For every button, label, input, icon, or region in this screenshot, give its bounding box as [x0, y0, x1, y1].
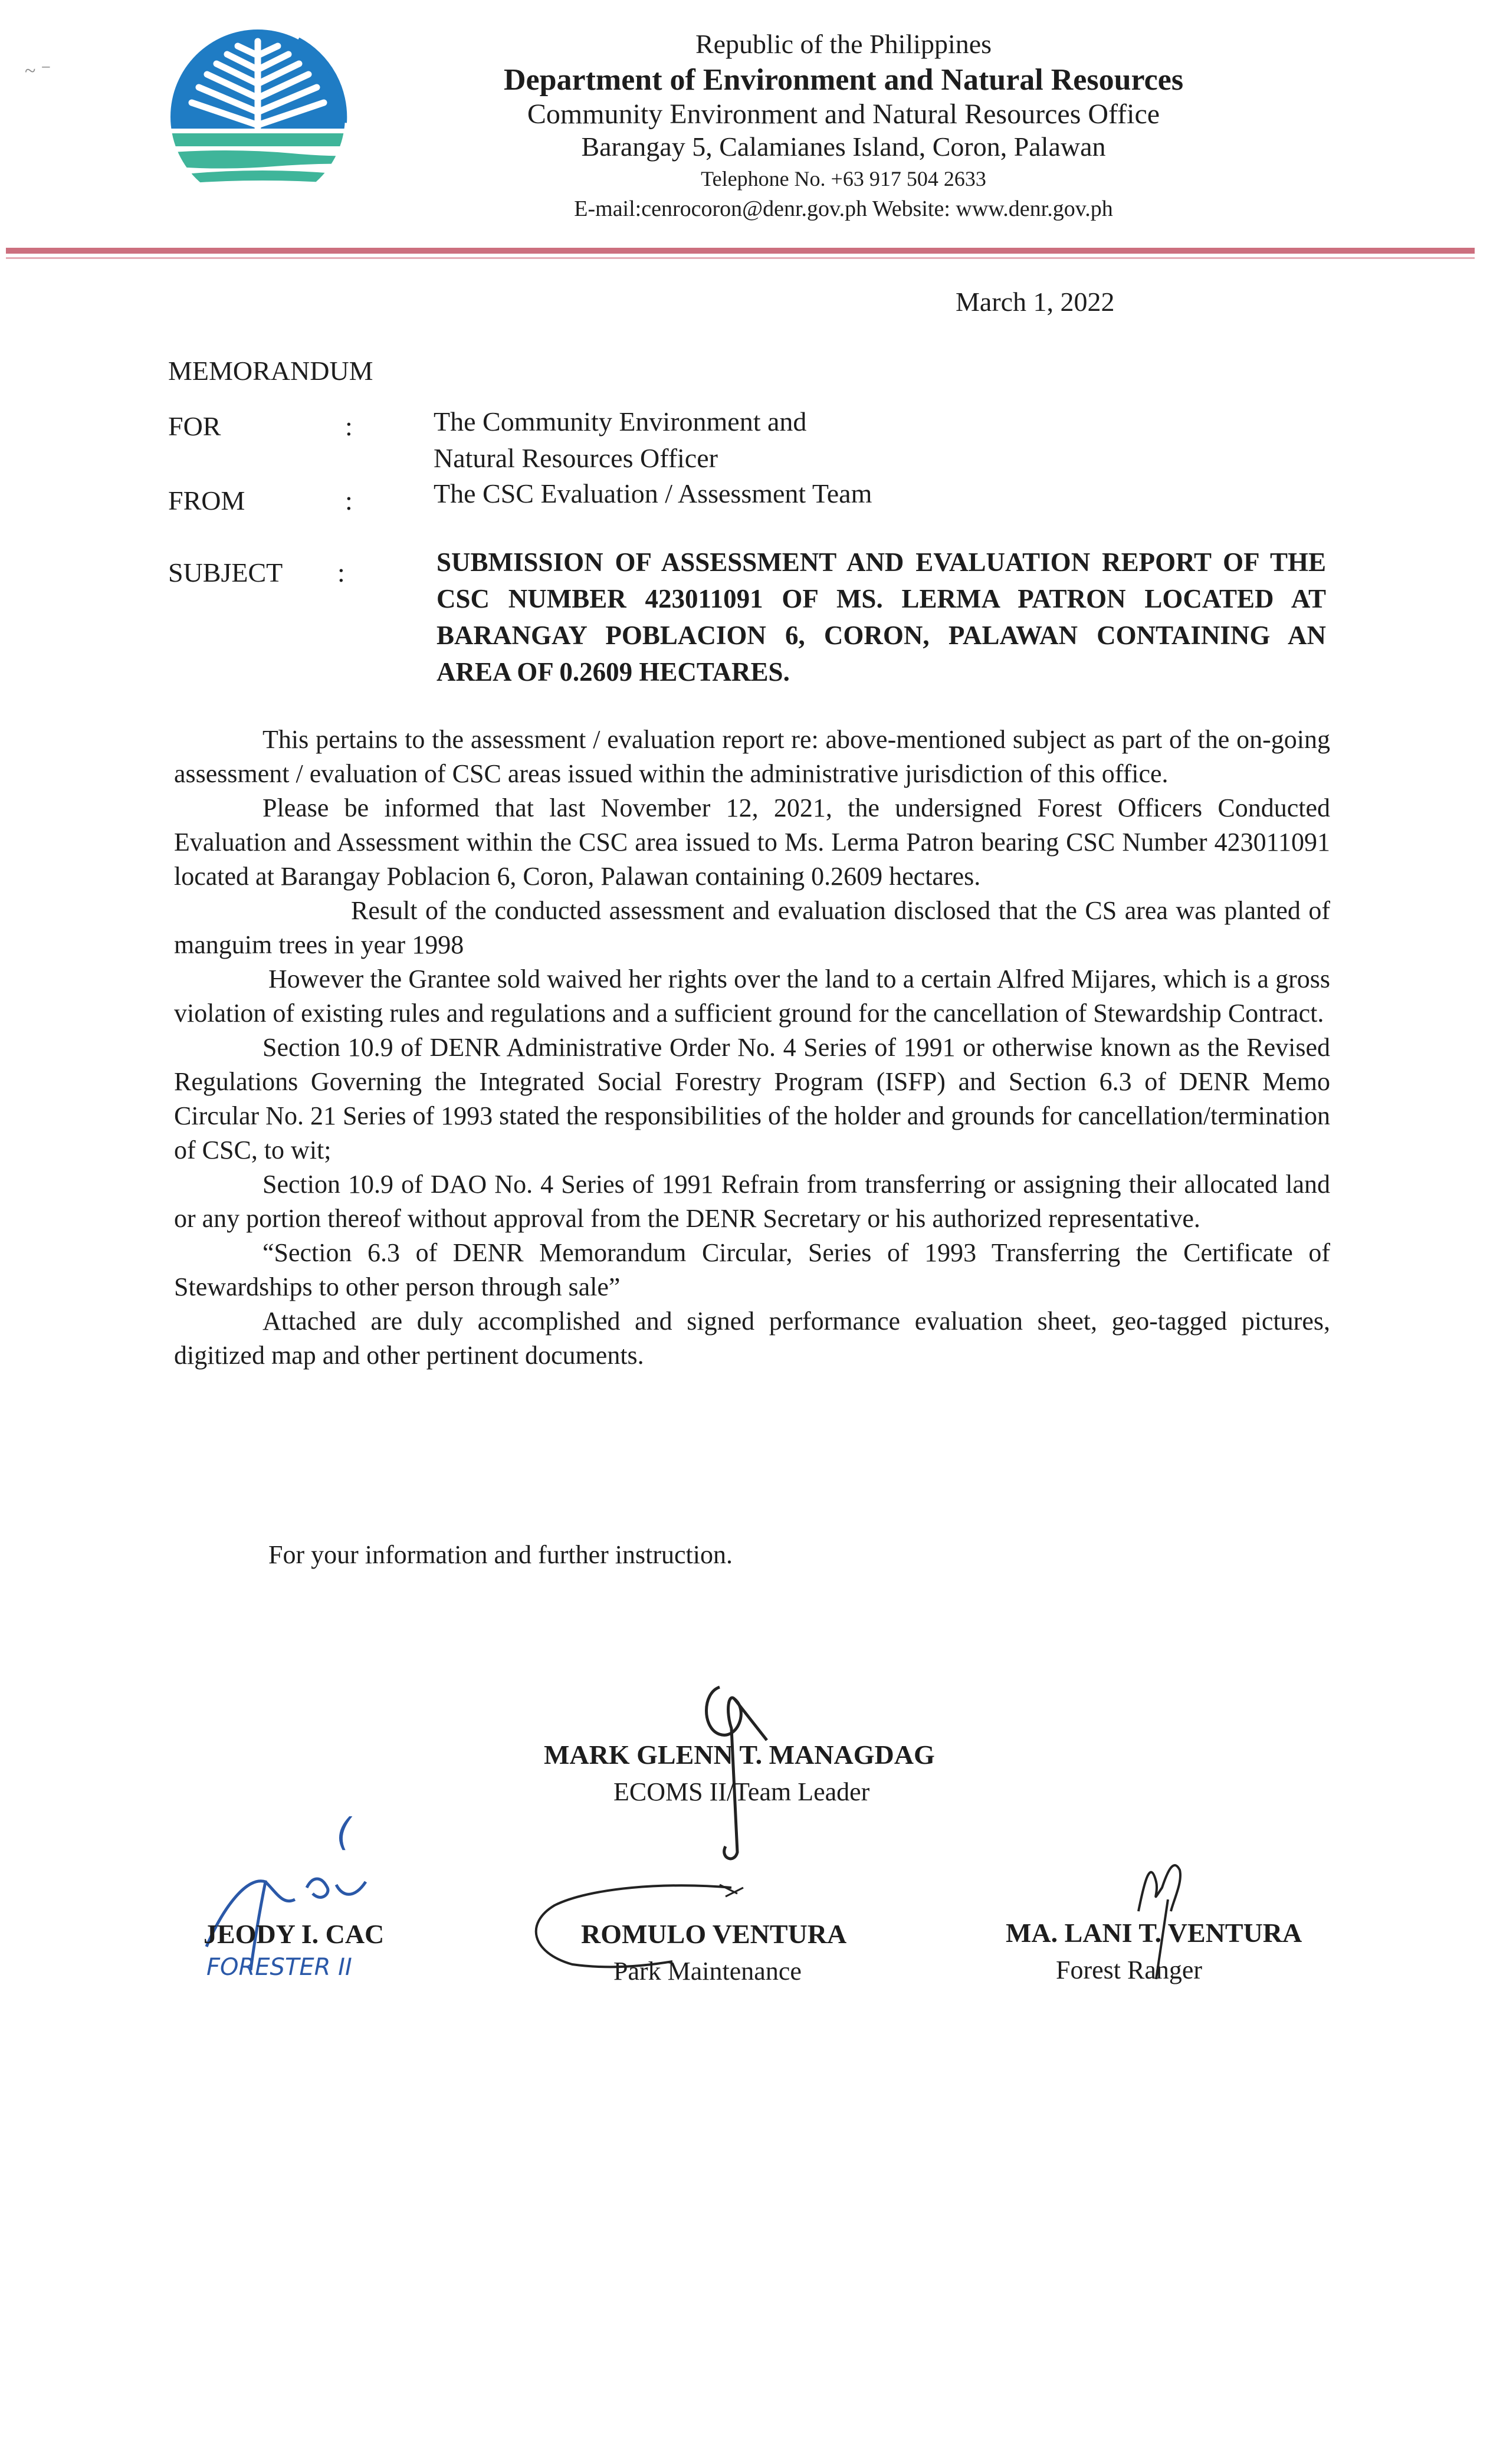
paragraph-7: “Section 6.3 of DENR Memorandum Circular, Series of 1993 Transferring the Certificate of Stewardships to other person through sale”: [174, 1238, 1330, 1301]
for-label: FOR: [168, 411, 221, 441]
paragraph-1: This pertains to the assessment / evaluation report re: above-mentioned subject as part of the on-going assessment / evaluation of CSC areas issued within the administrative jurisdiction of this office.: [174, 725, 1330, 788]
leader-title: ECOMS II/Team Leader: [613, 1777, 870, 1806]
subject-label: SUBJECT: [168, 557, 283, 588]
signatory-1-handwritten-title: FORESTER II: [206, 1954, 352, 1981]
letterhead-country: Republic of the Philippines: [695, 29, 992, 59]
handwritten-mark: (: [336, 1811, 351, 1855]
letterhead-rule: [6, 248, 1475, 254]
letterhead-office: Community Environment and Natural Resources Office: [527, 99, 1160, 130]
closing-line: For your information and further instruction.: [268, 1540, 733, 1569]
from-colon: :: [345, 485, 353, 516]
paragraph-4: However the Grantee sold waived her rights over the land to a certain Alfred Mijares, which is a gross violation of existing rules and regulations and a sufficient ground for the cancellation of Stewardship Contract.: [174, 964, 1330, 1028]
paragraph-6: Section 10.9 of DAO No. 4 Series of 1991 Refrain from transferring or assigning their allocated land or any portion thereof without approval from the DENR Secretary or his authorized representative.: [174, 1170, 1330, 1233]
scan-mark: ~ ⁻: [25, 60, 51, 82]
letterhead-address: Barangay 5, Calamianes Island, Coron, Palawan: [581, 132, 1106, 162]
memo-body: [174, 723, 1330, 1373]
subject-text: SUBMISSION OF ASSESSMENT AND EVALUATION REPORT OF THE CSC NUMBER 423011091 OF MS. LERMA PATRON LOCATED AT BARANGAY POBLACION 6, CORON, PALAWAN CONTAINING AN AREA OF 0.2609 HECTARES.: [437, 547, 1326, 687]
memo-heading: MEMORANDUM: [168, 356, 373, 386]
letterhead-telephone: Telephone No. +63 917 504 2633: [701, 167, 986, 191]
paragraph-8: Attached are duly accomplished and signed performance evaluation sheet, geo-tagged pictures, digitized map and other pertinent documents.: [174, 1307, 1330, 1370]
signatory-3-name: MA. LANI T. VENTURA: [1006, 1918, 1302, 1948]
from-value: The CSC Evaluation / Assessment Team: [434, 478, 872, 508]
for-value-line2: Natural Resources Officer: [434, 443, 718, 473]
memo-date: March 1, 2022: [956, 287, 1115, 317]
signatory-3-title: Forest Ranger: [1056, 1956, 1203, 1984]
leader-name: MARK GLENN T. MANAGDAG: [544, 1740, 935, 1770]
signatory-2-name: ROMULO VENTURA: [581, 1919, 847, 1949]
letterhead-department: Department of Environment and Natural Resources: [503, 63, 1184, 97]
subject-colon: :: [337, 557, 345, 588]
signatory-2-title: Park Maintenance: [613, 1957, 802, 1986]
for-value-line1: The Community Environment and: [434, 406, 807, 437]
paragraph-5: Section 10.9 of DENR Administrative Order No. 4 Series of 1991 or otherwise known as the Revised Regulations Governing the Integrated Social Forestry Program (ISFP) and Section 6.3 of DENR Memo Circular No. 21 Series of 1993 stated the responsibilities of the holder and grounds for cancellation/termination of CSC, to wit;: [174, 1033, 1330, 1164]
letterhead-rule-shadow: [6, 257, 1475, 259]
paragraph-2: Please be informed that last November 12, 2021, the undersigned Forest Officers Conducted Evaluation and Assessment within the CSC area issued to Ms. Lerma Patron bearing CSC Number 423011091 located at Barangay Poblacion 6, Coron, Palawan containing 0.2609 hectares.: [174, 793, 1330, 891]
signatory-1-name: JEODY I. CAC: [204, 1919, 385, 1949]
from-label: FROM: [168, 485, 245, 516]
paragraph-3: Result of the conducted assessment and evaluation disclosed that the CS area was planted of manguim trees in year 1998: [174, 896, 1330, 959]
for-colon: :: [345, 411, 353, 441]
letterhead-contact: E-mail:cenrocoron@denr.gov.ph Website: www.denr.gov.ph: [574, 196, 1113, 221]
